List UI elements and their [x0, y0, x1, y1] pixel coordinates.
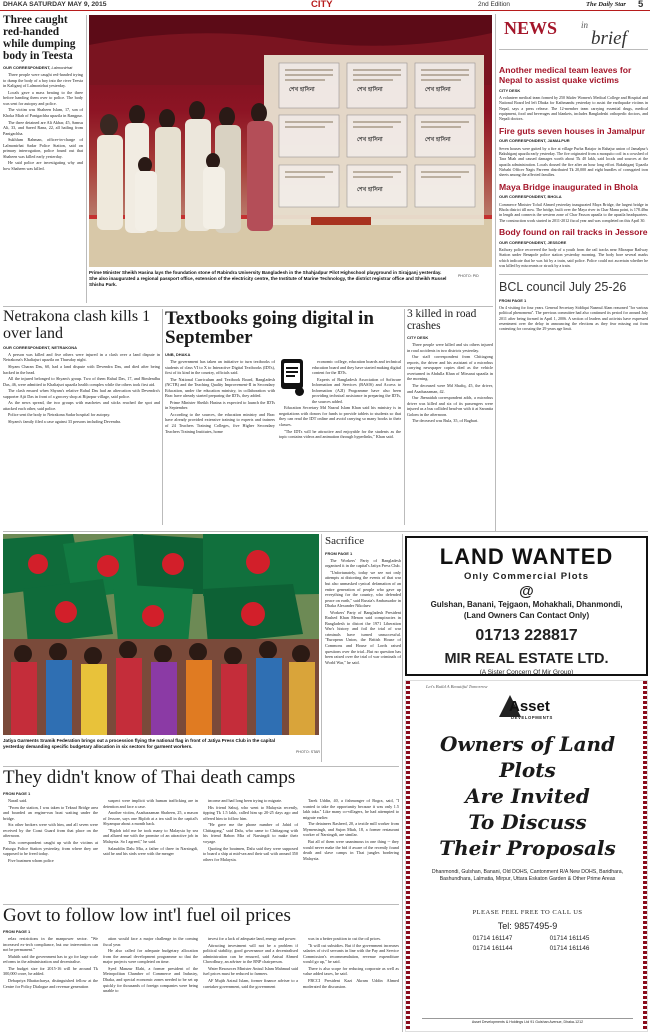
govt-col3: invest for a lack of adequate land, energy and power. Attracting investment will not be a problem if political stability, good governance and a decentralised administration can be ensured, said Anisul Ahmed Chowdhury, an adviser to the BNP chairperson. Water Resources Minister Anisul Islam Mahmud said fuel prices must be reduced to farmers. AF Mujib Azizul Islam, former finance adviser to a caretaker government, said the government	[203, 936, 298, 989]
brief-item	[499, 127, 648, 178]
ad-land-phone: 01713 228817	[475, 627, 578, 645]
netrakona-byline: OUR CORRESPONDENT, NETRAKONA	[3, 344, 78, 350]
brief-body: A volunteer medical team formed by 250 Sikder Women's Medical College and Hospital and National Board led left Dhaka for Kathmandu yesterday to assist the earthquake victims in Nepal, says a press release. The 12-member team carrying essential drugs, medical equipment, food and beverages and blankets, includes Bangladeshi orthopedic doctors, and Nepali doctors.	[499, 95, 648, 122]
top-photo-credit: PHOTO: PID	[458, 274, 479, 278]
crowd	[97, 101, 273, 233]
news-logo-in: in	[581, 20, 589, 30]
brief-body: Commerce Minister Tofail Ahmed yesterday inaugurated Maya Bridge, the largest bridge in Bhola district till now. The bridge, built over the Maya river in Char Manu point, is 178.40m in length and connects the western zone of Char Fasson upazila to the upazila headquarters. The construction work started in 2011-2012 fiscal year and was completed on this April 30.	[499, 201, 648, 223]
masthead-edition: 2nd Edition	[478, 1, 510, 8]
flags	[3, 534, 319, 644]
ad-land-subtitle: Only Commercial Plots	[463, 571, 589, 583]
photo-garment-rally	[3, 534, 319, 735]
news-logo-brief: brief	[591, 28, 627, 49]
brief-item	[499, 228, 648, 268]
textbooks-headline: Textbooks going digital in September	[165, 308, 374, 349]
masthead	[0, 0, 650, 11]
textbooks-col1: The government has taken an initiative to turn textbooks of students of class VI to X to Interactive Digital Textbooks (IDTs), first of its kind in the country, officials said. The National Curriculum and Textbook Board, Bangladesh (NCTB) and the Teaching Quality Improvement-II in Secondary Education, under the education ministry, in collaboration with Brac have already started preparing the IDTs, they added. Prime Minister Sheikh Hasina is expected to launch the IDTs in September. According to the sources, the education ministry and Brac have already provided extensive training to experts and trainers of 24 Teachers Training Colleges, five Higher Secondary Teachers Training Institutes, home	[165, 359, 275, 434]
teesta-body: Three people were caught red-handed trying to dump the body of a boy into the river Teesta in Kaliganj of Lalmonirhat yesterday. Locals gave a mass beating to the three before handing them over to police. The body was sent for autopsy and police. The victim was Shaheen Islam, 17, son of Khoka Miah of Panigachha upazila in Rangpur. The three detained are Ali Akbar, 45, Samsu Ali, 33, and Saeed Rana, 22, all hailing from Panigachha. Sukhlum Rahman, officer-in-charge of Lalmonirhat Sadar Police Station, said on primary interrogation, police found out that Shaheen was killed early yesterday. He said police are investigating why and how Shaheen was killed.	[3, 72, 83, 171]
brief-headline: Maya Bridge inaugurated in Bhola	[499, 181, 638, 192]
brief-byline: OUR CORRESPONDENT, JESSORE	[499, 239, 567, 245]
crashes-byline: CITY DESK	[407, 334, 429, 340]
asset-line-2: Are Invited	[465, 784, 590, 808]
story-netrakona	[3, 309, 160, 529]
netrakona-headline: Netrakona clash kills 1 over land	[3, 308, 151, 342]
brief-body: Seven houses were gutted by a fire at village Purba Batajor in Rahajur union of Jamalpur's Bakshiganj upazila early yesterday. The fire originated from a mosquito coil in a cowshed of Tara Miah and caused damages worth about Tk 40 lakh, said locals and sources at the upazila administration. Locals doused the fire after an hour long effort. Bakshiganj Upazila Nirbahi Officer Nagis Parveen distributed Tk 20,000 and eight bundles of corrugated iron sheets among the affected families.	[499, 145, 648, 178]
asset-logo-bottom: DEVELOPMENTS	[511, 715, 553, 720]
thai-col4: Tarek Uddin, 40, a fishmonger of Bogra, said, "I wanted to take the opportunity because it was only 1.5 lakh taka." Like many co-villagers, he had attempted to migrate earlier. The detainees Rasheed, 20, a textile mill worker from Mymensingh, and Sujon Miah, 18, a former restaurant worker of Narsingdi, are similar. But all of them were unanimous in one thing -- they would never make the bid if aware of the recently found death and slave camps in Thai jungles bordering Malaysia.	[303, 798, 399, 861]
masthead-date: DHAKA SATURDAY MAY 9, 2015	[3, 1, 107, 8]
ad-land-areas: Gulshan, Banani, Tejgaon, Mohakhali, Dhanmondi,	[430, 600, 623, 610]
asset-line-1: Owners of Land Plots	[439, 732, 616, 782]
brief-byline: OUR CORRESPONDENT, JAMALPUR	[499, 138, 570, 144]
govt-source: FROM PAGE 1	[3, 928, 31, 934]
asset-tel: Tel: 9857495-9	[497, 921, 558, 931]
textbooks-byline: UNB, DHAKA	[165, 351, 191, 357]
asset-proposal-lines	[420, 731, 635, 861]
story-thai-death-camps	[3, 768, 399, 902]
asset-logo-top: Asset	[509, 698, 550, 715]
marchers	[3, 639, 319, 735]
photo-foundation-stone	[89, 15, 492, 267]
brief-byline: CITY DESK	[499, 87, 521, 93]
crashes-headline: 3 killed in road crashes	[407, 308, 477, 332]
sacrifice-headline: Sacrifice	[325, 535, 365, 547]
brief-headline: Another medical team leaves for Nepal to assist quake victims	[499, 65, 632, 85]
brief-headline: Body found on rail tracks in Jessore	[499, 226, 648, 237]
sacrifice-source: FROM PAGE 1	[325, 550, 353, 556]
masthead-page: 5	[638, 0, 644, 10]
plaque-text-3: শেখ হাসিনা	[425, 87, 451, 93]
asset-line-3: To Discuss	[468, 810, 587, 834]
asset-phone: 01714 161144	[472, 945, 513, 953]
masthead-paper: The Daily Star	[586, 0, 626, 8]
teesta-byline: OUR CORRESPONDENT, Lalmonirhat	[3, 64, 73, 70]
govt-col2: ation would face a major challenge in the coming fiscal year. He also called for adequate budgetary allocation from the annual development programme so that the major projects were completed on time. Syed Manzur Elahi, a former president of the Metropolitan Chamber of Commerce and Industry, Dhaka, and special economic zones needed to be set up quickly for thousands of foreign companies were being unable to	[103, 936, 198, 994]
thai-headline: They didn't know of Thai death camps	[3, 767, 296, 788]
ad-land-company: MIR REAL ESTATE LTD.	[444, 651, 609, 668]
netrakona-body: A person was killed and five others were injured in a clash over a land dispute in Netrakona's Khaliajuri upazila on Thursday night. Shyam Charan Das, 60, had a land dispute with Devendra Das, and died after being hacked in the head. All the injured belonged to Shyam's group. Two of them Rahul Das, 17, and Bimlendhu Das, 46, were admitted to Khaliajuri upazila health complex while the others took first aid. The clash ensued when Shyam's relative Rahul Das had an altercation with Devendra's supporter Ajit Das in front of a grocery shop at Bijarpur village, said police. As the news spread, the two groups with machetes and sticks reached the spot and attacked each other, said police. Police sent the body to Netrakona Sadar hospital for autopsy. Shyam's family filed a case against 33 persons including Devendra.	[3, 351, 160, 424]
asset-line-4: Their Proposals	[439, 836, 616, 860]
asset-logo	[499, 695, 561, 723]
textbook-tablet-icon	[279, 359, 309, 397]
ad-land-concern: (A Sister Concern Of Mir Group)	[479, 669, 574, 677]
ad-land-owners: (Land Owners Can Contact Only)	[463, 610, 590, 620]
govt-col4: was in a better position to cut the oil prices. "It will cut subsidies. But if the government increases salaries of civil servants in line with the Pay and Service Commission's recommendation, revenue expenditure would go up," he said. There is also scope for reducing corporate as well as value added taxes, he said. FBCCI President Kazi Akram Uddin Ahmed moderated the discussion.	[303, 936, 399, 989]
news-in-brief-logo	[499, 14, 648, 50]
govt-headline: Govt to follow low int'l fuel oil prices	[3, 905, 291, 926]
thai-source: FROM PAGE 1	[3, 790, 31, 796]
story-sacrifice	[325, 534, 401, 762]
thai-col2: suspect were implicit with human trafficking are in detention and face a case. Another victim, Asaduzzaman Shaheen, 25, a mason of Jessore, says one Biplob at a tea stall in the capital's Shyampur about a month back. "Biplob told me he took many to Malaysia by sea and allured me with the promise of an attractive job in Malaysia. So I agreed," he said. Salauddin Dalu Mia, a father of three in Narsingdi, said he and his sirds were with the meager	[103, 798, 198, 857]
asset-phone: 01714 161145	[549, 935, 590, 942]
bcl-story	[499, 274, 648, 331]
ad-land-title: LAND WANTED	[439, 544, 614, 569]
story-teesta	[3, 15, 83, 305]
brief-headline: Fire guts seven houses in Jamalpur	[499, 125, 646, 136]
news-in-brief	[499, 14, 648, 534]
bcl-headline: BCL council July 25-26	[499, 280, 627, 295]
thai-col3: income and had long been trying to migrate. His friend Sabuj, who went to Malaysia recently, tipping Tk 1.5 lakh, called him up 20-25 days ago and offered him to follow him. "He gave me the phone number of Jahid of Chittagong," said Dalu, who came to Chittagong with his friend Babon Mia of Narsingdi to make their voyage. Quoting the boatmen, Dalu said they were supposed to board a ship at mid-sea and their sail with around 350 others for Malaysia.	[203, 798, 298, 862]
masthead-section: CITY	[311, 0, 333, 10]
rally-photo-credit: PHOTO: STAR	[296, 750, 321, 754]
crashes-body: Three people were killed and six others injured in road accidents in two districts yesterday. Our staff correspondent from Chittagong reports, the driver and his assistant of a microbus carrying newspaper copies died as the vehicle overturned in Abdulla Khan of Mirsarai upazila in the morning. The deceased were Md Shafiq, 45, the driver, and Asaduzzaman, 42. Our Jhenaidah correspondent adds, a microbus driver was killed and six of its passengers were injured as a bus collided head-on with it at Sarantia Golom in the afternoon. The deceased was Bula, 35, of Bagbari.	[407, 342, 493, 424]
story-road-crashes	[407, 309, 493, 529]
plaque-text-6: শেখ হাসিনা	[357, 187, 383, 193]
plaque-text-5: শেখ হাসিনা	[425, 137, 451, 143]
story-textbooks	[165, 309, 401, 531]
top-photo-caption: Prime Minister Sheikh Hasina lays the foundation stone of Rabindra University Bangladesh in the Shahjadpur Pilot Highschool playground in Sirajganj yesterday. She also inaugurated a regional passport office, extension of the electricity centre, the Institute of Marine Technology, the district registrar office and Sheikh Russel Shishu Park.	[89, 270, 447, 287]
plaque-text-4: শেখ হাসিনা	[357, 137, 383, 143]
ad-asset-developments	[405, 680, 648, 1032]
brief-body: Railway police recovered the body of a youth from the rail tracks near Mirzapur Railway Station under Benapole police station yesterday morning. The body bore several marks which indicate that he was hit by a train, said police. Police could not ascertain whether he was killed by miscreants or struck by a train.	[499, 247, 648, 269]
rally-photo-caption: Jatiya Garments Sramik Federation brings out a procession flying the national flag in front of Jatiya Press Club in the capital yesterday demanding specific budgetary allocation in six sectors for garment workers.	[3, 738, 276, 749]
brief-item	[499, 183, 648, 223]
story-fuel-oil	[3, 906, 399, 1033]
asset-tagline: Let's Build A Beautiful Tomorrow	[426, 684, 488, 689]
thai-col1: Narail said. "From the station, I was taken to Teknaf Bridge area and boarded an engine-run boat waiting under the bridge. Six other brokers were with him, and all seven were received by the Coast Guard from that place on the afternoon. This correspondent caught up with the victims at Paturga Police Station yesterday, from where they are supposed to be freed today. Five boatmen whom police	[3, 798, 98, 863]
textbooks-col2: economic college, education boards and technical education board and they have started making digital content for the IDTs. Experts of Bangladesh Association of Software Information and Services (BASIS) and Access to Information (A2I) Programme have also been providing technical assistance in preparing the IDTs, the sources added. Education Secretary Md Nazrul Islam Khan said his ministry is in negotiations with donors for funds to provide tablets to students so that they can read the IDT online and avoid carrying so many books to their classes. "The IDTs will be attractive and enjoyable for the students as the topic contains videos and animation through hyperlinks," Khan said.	[279, 359, 401, 440]
asset-address: Asset Developments & Holdings Ltd 91 Gulshan Avenue, Dhaka-1212	[422, 1018, 633, 1025]
teesta-headline: Three caught red-handed while dumping body in Teesta	[3, 14, 76, 62]
rally-photo-scene	[3, 534, 319, 735]
asset-phones	[456, 935, 606, 954]
bcl-body: On 4 visiting for four years. General Secretary Siddiqui Nazmul Alam reasoned "for various political phenomena". The previous committee had also continued its period for around July 2011 after being formed in April 1, 2006. A section of leaders and activists have expressed resentment over the delay in announcing the elections as they fear missing out from contesting for crossing the 29 years age limit.	[499, 305, 648, 332]
ad-land-wanted	[405, 536, 648, 676]
plaque-text-2: শেখ হাসিনা	[357, 87, 383, 93]
news-logo-news: NEWS	[504, 18, 558, 38]
sacrifice-body: The Workers' Party of Bangladesh organised it in the capital's Jatiya Press Club. "Unfortunately, today we see not only attempts at distorting the events of that war but also unmasked cynical defamation of an entire generation of people who gave up everything for the country, who defended peace on earth," said Russia's Ambassador in Dhaka Alexander Nikolaev. Workers' Party of Bangladesh President Rashed Khan Menon said conspiracies in Bangladesh to distort the 1971 Liberation War's history and foil the trial of war criminals have turned unsuccessful. "European Union, the British House of Commons and House of Lords raised questions over the trial...But no question has been raised over the trial of war criminals of World War," he said.	[325, 557, 401, 665]
brief-item	[499, 66, 648, 122]
asset-call: PLEASE FEEL FREE TO CALL US	[472, 909, 583, 916]
bcl-source: FROM PAGE 1	[499, 297, 527, 303]
asset-phone: 01714 161147	[472, 935, 513, 942]
asset-phone: 01714 161146	[549, 945, 590, 953]
govt-col1: relax restrictions in the manpower sector. "We increased ex-tech compliance, but our intervention can not be permanent." Muhith said the government has to go for large scale reforms in the administration and decentralise. The budget size for 2015-16 will be around Tk 300,000 crore, he added. Debapriya Bhattacharya, distinguished fellow at the Centre for Policy Dialogue and revenue generation	[3, 936, 98, 989]
plaque-text-1: শেখ হাসিনা	[289, 87, 315, 93]
asset-areas: Dhanmondi, Gulshan, Banani, Old DOHS, Cantonment R/A New DOHS, Baridhara, Bashundhara, Lalmatia, Mirpur, Uttara Eskaton Garden & Other Prime Areas	[431, 869, 624, 883]
brief-byline: OUR CORRESPONDENT, BHOLA	[499, 194, 562, 200]
ad-land-at: @	[519, 582, 534, 600]
